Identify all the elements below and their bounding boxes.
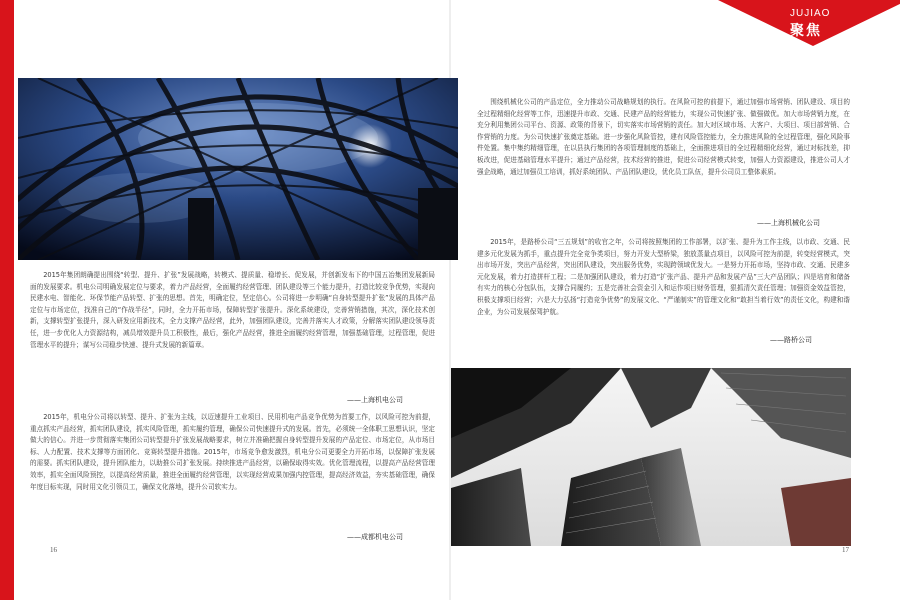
right-page-number: 17 (842, 546, 849, 554)
left-signature-1: ——上海机电公司 (347, 396, 403, 404)
section-brand-tab (718, 0, 900, 46)
brand-chinese: 聚焦 (790, 23, 822, 39)
left-paragraph-2: 2015年，机电分公司将以转型、提升、扩张为主线，以迈速提升工业项目、民用机电产品竞争优势为首要工作，以风险可控为前提，重点抓实产品经营，抓实团队建设，抓实风险管理，抓实履约管理，确保公司快速提升式的发展。首先，必须统一全体职工思想认识，坚定做大的信心。并进一步贯彻落实集团公司转型提升扩张发展战略要求，树立并准确把握自身转型提升发展的产品定位、市场定位，从市场目标、人力配置、技术支撑等方面团化、竞赛转型提升措施。2015年，市场竞争愈发激烈，机电分公司更要全力开拓市场，以保障扩张发展的需要。抓实团队建设，提升团队能力，以助推公司扩张发展。持续推进产品经营，以确保取得实效。优化管理流程，以提高产品经营管理效率，抓实全面风险预控，以提高经营质量，推进全面履约经营管理，以实现经营成果加强内控管理，提高经济效益，夯实基础管理，确保年度目标实现，同时用文化引领员工，确保文化落地，提升公司软实力。 (30, 413, 435, 491)
right-signature-1: ——上海机械化公司 (757, 219, 820, 227)
right-paragraph-1: 围绕机械化公司的产品定位，全力推动公司战略规划的执行。在风险可控的前提下，通过加强市场营销、团队建设、项目的全过程精细化经营等工作，迅速提升市政、交通、民建产品的经营能力，实现公司快速扩张、做强做优。加大市场营销力度，在充分利用集团公司平台、资源、政策的背景下，切实落实市场营销的责任。加大对区域市场、大客户、大项目、项目部营销、合作营销的力度。为公司快速扩张奠定基础。进一步强化风险管控，建有风险管控能力，全力推进风险的全过程管理，强化风险事件处置。集中集约精细管理，在以县执行集团的各项管理制度的基础上，全面推进项目的全过程精细化经营，通过对标找差，抑板改进，促进基础管理水平提升；通过产品经营，技术经营的推进，促进公司经营模式转变，加强人力资源建设，推进公司人才强企战略，通过加强员工培训，抓好系统团队、产品团队建设，优化员工队伍，提升公司员工整体素质。 (477, 98, 850, 176)
skyscrapers-photo (451, 368, 851, 546)
brand-english: JUJIAO (790, 8, 831, 19)
left-paragraph-1: 2015年集团朗确提出围绕“转型、提升、扩张”发展战略，转模式、提质量、稳增长、促发展，并创新发布下的中国五冶集团发展新局面的发展要求。机电公司明确发展定位与要求，着力产品经营，全面履约经营管理、团队建设等三个能力提升，打造比较竞争优势，实现向民建水电、智能化、环保节能产品转型、扩张的思想。首先，明确定位，坚定信心。公司将进一步明确“自身转型提升扩张”发展的具体产品定位与市场定位，找准自己的“作战半径”，同时，全力开拓市场，保障转型扩张提升。深化系统建设，完善营销措施，其次，深化技术创新，支撑转型扩张提升，深入研发应用新技术，全力支撑产品经营，此外，加强团队建设，完善并落实人才政策，分解落实团队建设领导责任，进一步优化人力资源结构，减员增效提升员工积极性，最后，强化产品经营，推进全面履约经营管理，加强基础管理，过程管理，促进管理水平的提升；谋写公司稳步快速、提升式发展的新篇章。 (30, 271, 435, 349)
left-page-number: 16 (50, 546, 57, 554)
right-paragraph-2: 2015年，是路桥公司“三五规划”的收官之年，公司将按照集团的工作部署，以扩张、提升为工作主线，以市政、交通、民建多元化发展为抓手，重点提升完全竞争类项目，努力开发大型桥梁，独放蒸量点项目，以风险可控为前提，转变经营模式，突出市场开发，突出产品经营，突出团队建设，突出服务优势，实现跨领域优发大。一是努力开拓市场，坚持市政、交通、民建多元化发展，着力打造拼杆工程；二是加强团队建设，着力打造“扩张产品、提升产品和发展产品”三大产品团队；四是培育和储备有实力的核心分包队伍，支撑合同履约；五是完善社会资金引入和运作项目财务管理，狠抓清欠责任管理；加强资金效益管控，积极支撑项目经营；六是大力弘扬“打造竞争优势”的发展文化、“严谨制实”的管理文化和“敢担当着行效”的责任文化，构建和谐企业，为公司发展保驾护航。 (477, 238, 850, 316)
left-signature-2: ——成都机电公司 (347, 533, 403, 541)
right-signature-2: ——路桥公司 (770, 336, 812, 344)
dome-structure-photo (18, 78, 458, 260)
left-red-edge-bar (0, 0, 14, 600)
